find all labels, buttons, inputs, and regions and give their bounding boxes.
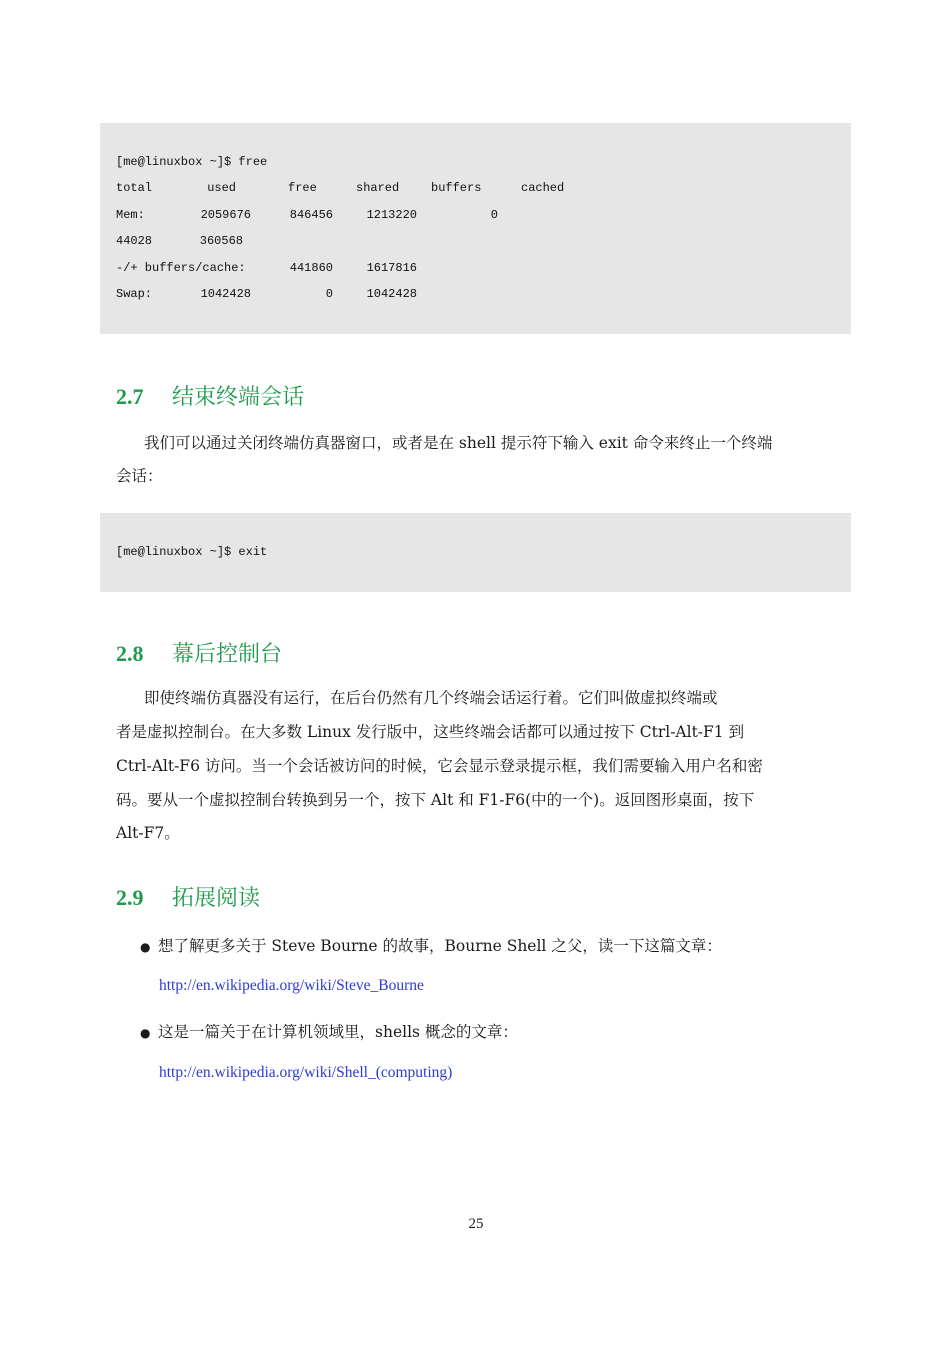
section-title: 拓展阅读 <box>172 886 261 911</box>
list-item <box>140 936 722 957</box>
code-prompt: [me@linuxbox ~]$ free <box>116 155 268 169</box>
section-number: 2.8 <box>116 641 144 666</box>
section-heading-2-7 <box>116 380 304 411</box>
bullet-icon: ● <box>140 940 151 954</box>
list-item <box>140 1022 518 1043</box>
code-mem-label: Mem: <box>116 208 145 222</box>
section-heading-2-8 <box>116 637 282 668</box>
section-title: 结束终端会话 <box>172 385 305 410</box>
code-header-total: total <box>116 181 153 195</box>
code-block-free <box>100 123 851 334</box>
code-block-exit <box>100 513 851 592</box>
code-mem-shared: 0 <box>490 208 498 222</box>
code-mem-used: 846456 <box>289 208 333 222</box>
paragraph-line: Alt-F7。 <box>116 824 180 842</box>
code-swap-used: 0 <box>325 287 333 301</box>
code-header-shared: shared <box>356 181 400 195</box>
code-bufcache-used: 441860 <box>289 261 333 275</box>
code-swap-total: 1042428 <box>200 287 251 301</box>
code-header-buffers: buffers <box>431 181 482 195</box>
paragraph-line: 即使终端仿真器没有运行，在后台仍然有几个终端会话运行着。它们叫做虚拟终端或 <box>144 689 718 707</box>
section-number: 2.7 <box>116 384 144 409</box>
code-header-cached: cached <box>521 181 565 195</box>
paragraph-line: 码。要从一个虚拟控制台转换到另一个，按下 Alt 和 F1-F6(中的一个)。返回图形桌面，按下 <box>116 791 755 809</box>
section-heading-2-9 <box>116 881 260 912</box>
list-item-text: 想了解更多关于 Steve Bourne 的故事，Bourne Shell 之父，读一下这篇文章： <box>158 937 722 955</box>
bullet-icon: ● <box>140 1026 151 1040</box>
paragraph-line: Ctrl-Alt-F6 访问。当一个会话被访问的时候，它会显示登录提示框，我们需要输入用户名和密 <box>116 757 763 775</box>
code-header-free: free <box>288 181 317 195</box>
code-bufcache-label: -/+ buffers/cache: <box>116 261 246 275</box>
code-mem-free: 1213220 <box>366 208 417 222</box>
code-header-used: used <box>207 181 236 195</box>
section-title: 幕后控制台 <box>172 642 283 667</box>
code-mem-buffers: 44028 <box>116 234 153 248</box>
paragraph-line: 者是虚拟控制台。在大多数 Linux 发行版中，这些终端会话都可以通过按下 Ctrl-Alt-F1 到 <box>116 723 745 741</box>
code-swap-free: 1042428 <box>366 287 417 301</box>
paragraph-line: 会话： <box>116 467 163 485</box>
paragraph-line: 我们可以通过关闭终端仿真器窗口，或者是在 shell 提示符下输入 exit 命令来终止一个终端 <box>144 434 773 452</box>
code-mem-total: 2059676 <box>200 208 251 222</box>
link-steve-bourne[interactable]: http://en.wikipedia.org/wiki/Steve_Bourne <box>159 977 424 994</box>
code-swap-label: Swap: <box>116 287 153 301</box>
list-item-text: 这是一篇关于在计算机领域里，shells 概念的文章： <box>158 1023 518 1041</box>
code-bufcache-free: 1617816 <box>366 261 417 275</box>
link-shell-computing[interactable]: http://en.wikipedia.org/wiki/Shell_(computing) <box>159 1064 453 1081</box>
section-number: 2.9 <box>116 885 144 910</box>
code-prompt: [me@linuxbox ~]$ exit <box>116 545 268 559</box>
page-number: 25 <box>468 1216 484 1232</box>
code-mem-cached: 360568 <box>199 234 243 248</box>
